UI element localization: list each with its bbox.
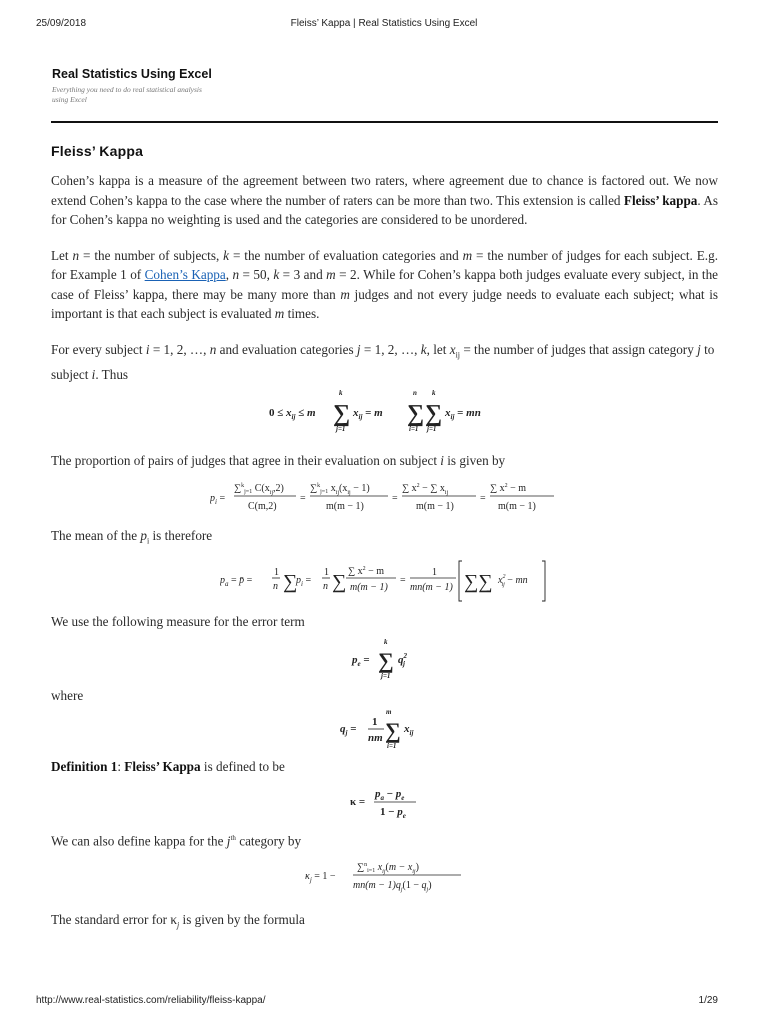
svg-text:m(m − 1): m(m − 1) [349, 581, 388, 593]
svg-text:0 ≤ xij ≤ m: $0 \le x_{ij} \le m$ [268, 407, 316, 422]
svg-text:∑∑: ∑∑ [463, 570, 493, 593]
svg-text:∑kj=1 C(xij,2): ∑$^k_{j=1}$ $C(x_{ij},2)$ [233, 482, 284, 496]
svg-text:mn(m − 1): mn(m − 1) [409, 581, 453, 593]
svg-text:m(m − 1): m(m − 1) [325, 500, 364, 512]
definition-1: Definition 1: Fleiss’ Kappa is defined to be [51, 758, 285, 774]
svg-text:=: = [299, 492, 306, 504]
svg-text:k: k [383, 638, 387, 647]
paragraph-intro: Cohen’s kappa is a measure of the agreement between two raters, where agreement due to chance is factored out. We now extend Cohen’s kappa to the case where the number of raters can be more than two. This extension is called Fleiss’ kappa. As for Cohen’s kappa no weighting is used and the categories are considered to be unordered. [51, 173, 718, 227]
svg-text:j=1: j=1 [380, 672, 390, 681]
site-header [52, 67, 212, 105]
svg-text:nm: nm [367, 731, 383, 744]
equation-qj [51, 708, 718, 753]
equation-bounds [51, 388, 718, 439]
svg-text:κj = 1 −: $\kappa_j = 1$ − [304, 871, 336, 885]
svg-text:1 − pe: $1 - p_e$ [379, 806, 406, 821]
svg-text:∑: ∑ [406, 401, 424, 428]
svg-text:n: n [412, 389, 417, 398]
header-divider [51, 121, 718, 123]
print-page-number: 1/29 [698, 995, 718, 1006]
svg-text:∑: ∑ [282, 570, 297, 593]
svg-text:pa − pe: $p_a - p_e$ [374, 788, 404, 803]
svg-text:∑kj=1 xij(xij − 1): ∑$^k_{j=1}$ $x_{ij}(x_{ij} - 1)$ [309, 482, 370, 496]
equation-pe [51, 637, 718, 684]
svg-text:∑ni=1 xij(m − xij): ∑$^n_{i=1}$ $x_{ij}(m - x_{ij})$ [356, 862, 419, 876]
svg-text:∑ x2 − ∑ xij: ∑ $x^2$ − ∑ $x_{ij}$ [401, 482, 448, 496]
svg-text:qj =: $q_j$ = [339, 722, 356, 737]
svg-text:xij = mn: $x_{ij}$ = mn [444, 407, 481, 422]
print-date: 25/09/2018 [36, 18, 87, 29]
svg-text:∑: ∑ [377, 648, 394, 674]
svg-text:j=1: j=1 [335, 425, 345, 434]
print-url[interactable]: http://www.real-statistics.com/reliability/fleiss-kappa/ [36, 995, 266, 1006]
paragraph-definitions: Let n = the number of subjects, k = the number of evaluation categories and m = the number of judges for each subject. E.g. for Example 1 of Cohen’s Kappa, n = 50, k = 3 and m = 2. While for Cohen’s kappa both judges evaluate every subject, in the case of Fleiss’ kappa, there may be many more than m judges and not every judge needs to evaluate each subject; what is important is that each subject is evaluated m times. [51, 247, 719, 321]
svg-text:∑: ∑ [331, 570, 346, 593]
equation-kappa [51, 784, 718, 823]
svg-text:pi =: $p_i$ = [209, 492, 225, 506]
svg-text:mn(m − 1)qj(1 − qj): $mn(m - 1)q_j(1 - q_j)$ [352, 880, 432, 894]
svg-text:κ =: κ = [349, 796, 365, 809]
svg-text:i=1: i=1 [386, 741, 396, 750]
svg-text:1: 1 [371, 715, 377, 728]
svg-text:pi =: $p_i$ = [295, 574, 311, 588]
paragraph-subjects: For every subject i = 1, 2, …, n and evaluation categories j = 1, 2, …, k, let $x_{ij}$ = the number of judges that assign category j to subject i. Thus [51, 341, 715, 382]
paragraph-standard-error: The standard error for $\kappa_j$ is given by the formula [51, 912, 305, 930]
svg-text:xij: $x_{ij}$ [403, 722, 413, 737]
svg-text:=: = [479, 492, 486, 504]
site-tagline: Everything you need to do real statistical analysis using Excel [52, 85, 202, 104]
paragraph-error-term: We use the following measure for the error term [51, 613, 305, 629]
site-title[interactable]: Real Statistics Using Excel [52, 67, 212, 81]
svg-text:∑: ∑ [332, 401, 350, 428]
equation-pa [51, 555, 718, 608]
svg-text:=: = [391, 492, 398, 504]
svg-text:1: 1 [431, 566, 437, 578]
svg-text:∑ x2 − m: ∑ $x^2 - m$ [347, 565, 384, 577]
svg-text:∑: ∑ [424, 401, 442, 428]
svg-text:n: n [322, 580, 328, 592]
svg-text:∑ x2 − m: ∑ $x^2 - m$ [489, 482, 526, 494]
svg-text:∑: ∑ [384, 717, 401, 743]
svg-text:k: k [338, 389, 342, 398]
svg-text:1: 1 [323, 566, 329, 578]
svg-text:C(m,2): C(m,2) [247, 500, 277, 512]
paragraph-proportion: The proportion of pairs of judges that agree in their evaluation on subject i is given by [51, 453, 506, 469]
svg-text:j=1: j=1 [426, 425, 436, 434]
paragraph-mean: The mean of the $p_i$ is therefore [51, 527, 213, 546]
svg-text:pe =: $p_e$ = [351, 654, 370, 669]
paragraph-where: where [51, 688, 84, 704]
svg-text:q2j: $q^2$ j [397, 652, 407, 669]
svg-text:n: n [272, 580, 278, 592]
svg-text:1: 1 [273, 566, 279, 578]
svg-text:pa = p̄ =: $p_a$ = p̄ = [219, 574, 252, 588]
svg-text:i=1: i=1 [408, 425, 418, 434]
article [51, 143, 718, 935]
svg-text:=: = [399, 574, 406, 586]
paragraph-category-kappa: We can also define kappa for the $j^{th}$ category by [51, 833, 302, 849]
svg-text:xij = m: $x_{ij} = m$ [352, 407, 383, 422]
article-heading: Fleiss’ Kappa [51, 143, 144, 159]
svg-text:x2ij − mn: $x^2$ ij − mn [497, 573, 528, 588]
equation-kappa-j [51, 857, 718, 900]
svg-text:m(m − 1): m(m − 1) [415, 500, 454, 512]
cohens-kappa-link[interactable]: Cohen’s Kappa [144, 267, 226, 282]
svg-text:k: k [431, 389, 435, 398]
equation-pi [51, 477, 718, 520]
svg-text:m: m [385, 707, 391, 716]
print-title: Fleiss’ Kappa | Real Statistics Using Excel [290, 18, 478, 29]
svg-text:m(m − 1): m(m − 1) [497, 500, 536, 512]
